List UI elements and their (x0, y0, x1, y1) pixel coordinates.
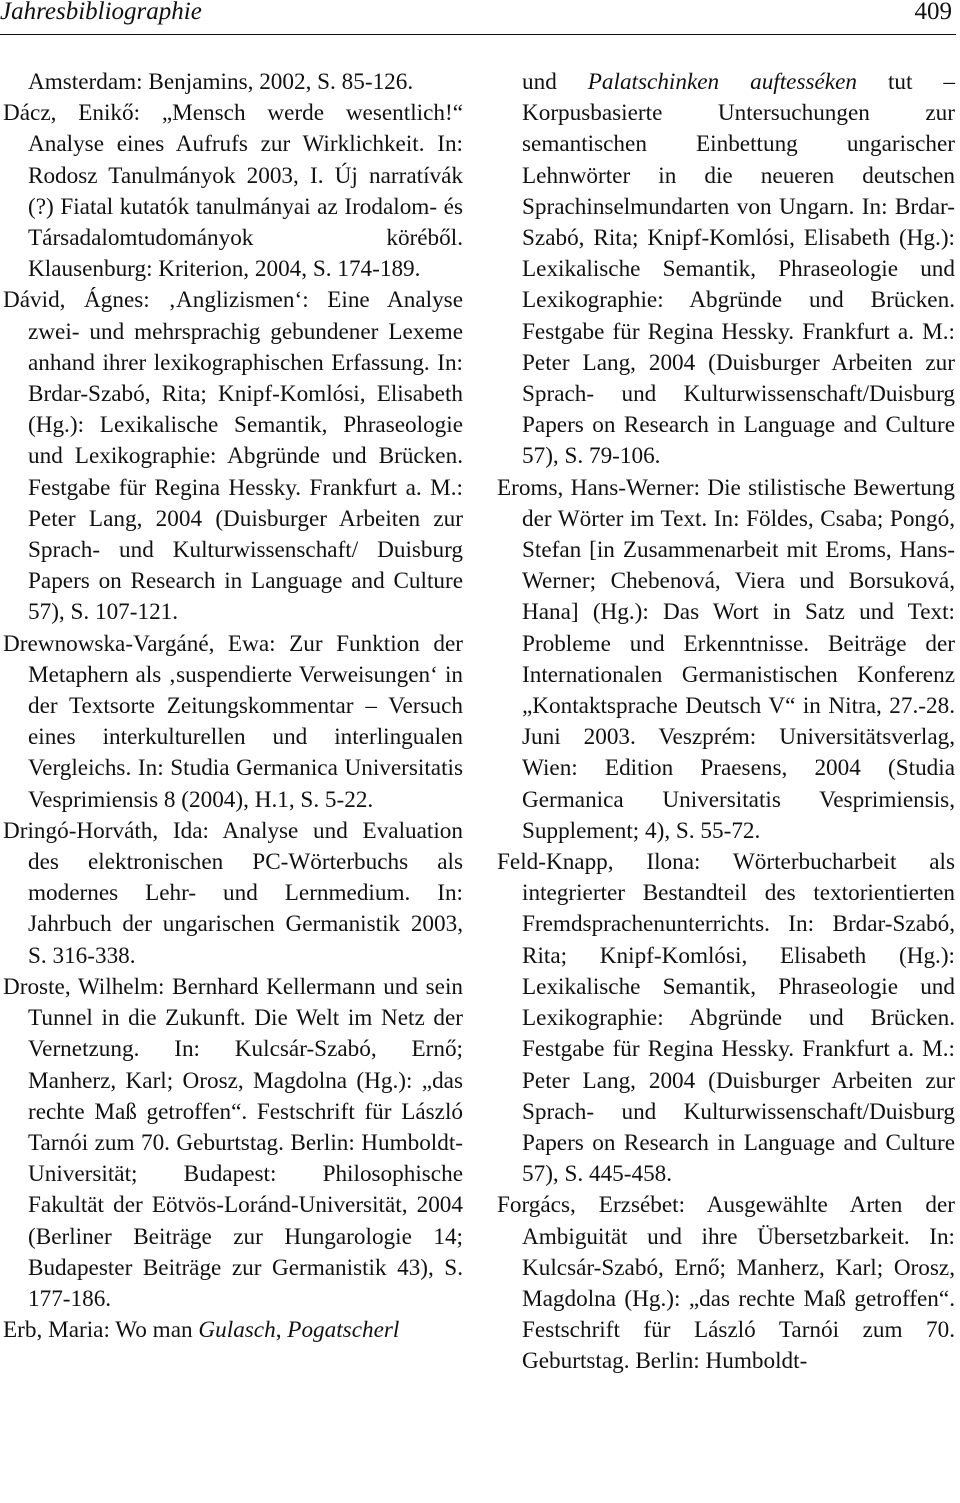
bib-entry-erb-italic-1: Gulasch (198, 1317, 276, 1344)
bib-entry-drewnowska: Drewnowska-Vargáné, Ewa: Zur Funktion der Metaphern als ‚suspendierte Verweisungen‘ in der Textsorte Zeitungskommentar – Versuch eines interkulturellen und interlingualen Vergleichs. In: Studia Germanica Universitatis Vesprimiensis 8 (2004), H.1, S. 5-22. (3, 630, 463, 813)
running-head (0, 0, 956, 30)
bib-entry-feld-knapp: Feld-Knapp, Ilona: Wörterbucharbeit als integrierter Bestandteil des textorientierten Fremdsprachenunterrichts. In: Brdar-Szabó, Rita; Knipf-Komlósi, Elisabeth (Hg.): Lexikalische Semantik, Phraseologie und Lexikographie: Abgründe und Brücken. Festgabe für Regina Hessky. Frankfurt a. M.: Peter Lang, 2004 (Duisburger Arbeiten zur Sprach- und Kulturwissenschaft/Duisburg Papers on Research in Language and Culture 57), S. 445-458. (497, 849, 955, 1188)
page-number: 409 (914, 0, 952, 25)
right-column (497, 67, 955, 1378)
bib-entry-erb-cont-rest: tut – Korpusbasierte Untersuchungen zur semantischen Einbettung ungarischer Lehnwörter in die neueren deutschen Sprachinselmundarten von Ungarn. In: Brdar-Szabó, Rita; Knipf-Komlósi, Elisabeth (Hg.): Lexikalische Semantik, Phraseologie und Lexikographie: Abgründe und Brücken. Festgabe für Regina Hessky. Frankfurt a. M.: Peter Lang, 2004 (Duisburger Arbeiten zur Sprach- und Kulturwissenschaft/Duisburg Papers on Research in Language and Culture 57), S. 79-106. (522, 69, 956, 470)
bib-entry-erb-cont-italic: Palatschinken auftesséken (587, 69, 857, 95)
header-rule (0, 34, 956, 35)
bib-entry-david: Dávid, Ágnes: ‚Anglizismen‘: Eine Analyse zwei- und mehrsprachig gebundener Lexeme anhand ihrer lexikographischen Erfassung. In: Brdar-Szabó, Rita; Knipf-Komlósi, Elisabeth (Hg.): Lexikalische Semantik, Phraseologie und Lexikographie: Abgründe und Brücken. Festgabe für Regina Hessky. Frankfurt a. M.: Peter Lang, 2004 (Duisburger Arbeiten zur Sprach- und Kulturwissenschaft/ Duisburg Papers on Research in Language and Culture 57), S. 107-121. (3, 287, 463, 626)
bib-entry-erb-text: Erb, Maria: Wo man (3, 1317, 199, 1344)
bib-entry-erb-italic-2: Pogatscherl (287, 1317, 400, 1344)
bib-entry-erb (3, 1315, 463, 1346)
bib-entry-dringo: Dringó-Horváth, Ida: Analyse und Evaluation des elektronischen PC-Wörterbuchs als modernes Lehr- und Lernmedium. In: Jahrbuch der ungarischen Germanistik 2003, S. 316-338. (3, 817, 463, 969)
bib-entry-eroms: Eroms, Hans-Werner: Die stilistische Bewertung der Wörter im Text. In: Földes, Csaba; Pongó, Stefan [in Zusammenarbeit mit Eroms, Hans-Werner; Chebenová, Viera und Borsuková, Hana] (Hg.): Das Wort in Satz und Text: Probleme und Erkenntnisse. Beiträge der Internationalen Germanistischen Konferenz „Kontaktsprache Deutsch V“ in Nitra, 27.-28. Juni 2003. Veszprém: Universitätsverlag, Wien: Edition Praesens, 2004 (Studia Germanica Universitatis Vesprimiensis, Supplement; 4), S. 55-72. (497, 474, 955, 844)
bib-entry-erb-cont-text: und (522, 69, 588, 95)
bib-entry-dacz: Dácz, Enikő: „Mensch werde wesentlich!“ Analyse eines Aufrufs zur Wirklichkeit. In: Rodosz Tanulmányok 2003, I. Új narratívák (?) Fiatal kutatók tanulmányai az Irodalom- és Társadalomtudományok köréből. Klausenburg: Kriterion, 2004, S. 174-189. (3, 100, 463, 283)
bib-entry-forgacs: Forgács, Erzsébet: Ausgewählte Arten der Ambiguität und ihre Übersetzbarkeit. In: Kulcsár-Szabó, Ernő; Manherz, Karl; Orosz, Magdolna (Hg.): „das rechte Maß getroffen“. Festschrift für László Tarnói zum 70. Geburtstag. Berlin: Humboldt- (497, 1192, 955, 1375)
left-column (3, 67, 463, 1346)
bib-entry-continued: Amsterdam: Benjamins, 2002, S. 85-126. (28, 69, 414, 95)
bib-entry-droste: Droste, Wilhelm: Bernhard Kellermann und sein Tunnel in die Zukunft. Die Welt im Netz der Vernetzung. In: Kulcsár-Szabó, Ernő; Manherz, Karl; Orosz, Magdolna (Hg.): „das rechte Maß getroffen“. Festschrift für László Tarnói zum 70. Geburtstag. Berlin: Humboldt-Universität; Budapest: Philosophische Fakultät der Eötvös-Loránd-Universität, 2004 (Berliner Beiträge zur Hungarologie 14; Budapester Beiträge zur Germanistik 43), S. 177-186. (3, 973, 463, 1312)
bib-entry-erb-separator: , (275, 1317, 288, 1344)
running-title: Jahresbibliographie (0, 0, 202, 25)
bib-entry-erb-continued (497, 67, 955, 473)
